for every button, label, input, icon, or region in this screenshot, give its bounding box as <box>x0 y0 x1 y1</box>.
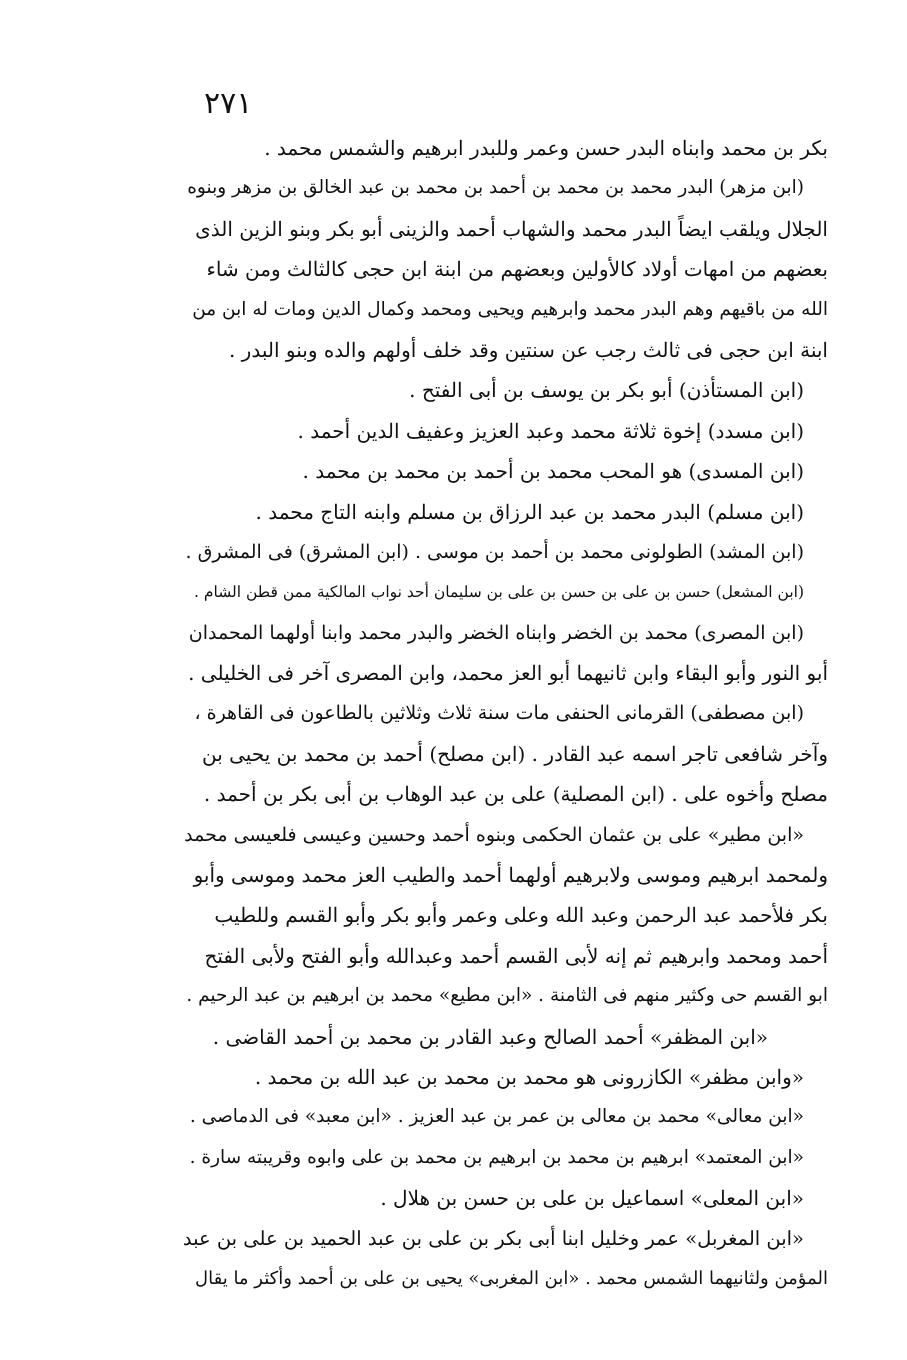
text-line: مصلح وأخوه على . (ابن المصلية) على بن عبد الوهاب بن أبى بكر بن أحمد . <box>203 782 828 807</box>
text-line: وآخر شافعى تاجر اسمه عبد القادر . (ابن مصلح) أحمد بن محمد بن يحيى بن <box>201 741 828 766</box>
text-line: بكر بن محمد وابناه البدر حسن وعمر وللبدر ابرهيم والشمس محمد . <box>264 136 828 160</box>
text-line: (ابن مزهر) البدر محمد بن محمد بن أحمد بن محمد بن عبد الخالق بن مزهر وبنوه <box>187 177 804 199</box>
text-line: (ابن المصرى) محمد بن الخضر وابناه الخضر والبدر محمد وابنا أولهما المحمدان <box>188 621 804 644</box>
text-line: «وابن مظفر» الكازرونى هو محمد بن محمد بن عبد الله بن محمد . <box>254 1064 804 1089</box>
text-line: أبو النور وأبو البقاء وابن ثانيهما أبو العز محمد، وابن المصرى آخر فى الخليلى . <box>188 661 828 686</box>
text-line: الجلال ويلقب ايضاً البدر محمد والشهاب أحمد والزينى أبو بكر وبنو الزين الذى <box>195 216 828 241</box>
text-line: «ابن معالى» محمد بن معالى بن عمر بن عبد العزيز . «ابن معبد» فى الدماصى . <box>189 1106 804 1128</box>
text-line: المؤمن ولثانيهما الشمس محمد . «ابن المغربى» يحيى بن على بن أحمد وأكثر ما يقال <box>195 1267 828 1289</box>
text-line: «ابن المعتمد» ابرهيم بن محمد بن ابرهيم بن محمد بن على وابوه وقريبته سارة . <box>189 1146 804 1168</box>
text-line: (ابن المستأذن) أبو بكر بن يوسف بن أبى الفتح . <box>409 378 804 403</box>
text-line: ابنة ابن حجى فى ثالث رجب عن سنتين وقد خلف أولهم والده وبنو البدر . <box>228 337 828 362</box>
text-line: أحمد ومحمد وابرهيم ثم إنه لأبى القسم أحمد وعبدالله وأبو الفتح ولأبى الفتح <box>204 943 828 968</box>
text-line: (ابن المشعل) حسن بن على بن حسن بن على بن سليمان أحد نواب المالكية ممن قطن الشام . <box>194 583 804 602</box>
text-line: (ابن مصطفى) القرمانى الحنفى مات سنة ثلاث وثلاثين بالطاعون فى القاهرة ، <box>194 702 804 725</box>
text-line: (ابن مسلم) البدر محمد بن عبد الرزاق بن مسلم وابنه التاج محمد . <box>255 499 804 524</box>
text-line: بكر فلأحمد عبد الرحمن وعبد الله وعلى وعمر وأبو بكر وأبو القسم وللطيب <box>214 903 828 928</box>
page-number: ٢٧١ <box>204 86 253 121</box>
text-line: بعضهم من امهات أولاد كالأولين وبعضهم من ابنة ابن حجى كالثالث ومن شاء <box>206 257 828 282</box>
body-text <box>180 128 828 1299</box>
text-line: «ابن مطير» على بن عثمان الحكمى وبنوه أحمد وحسين وعيسى فلعيسى محمد <box>184 823 804 846</box>
text-line: الله من باقيهم وهم البدر محمد وابرهيم ويحيى ومحمد وكمال الدين ومات له ابن من <box>192 298 828 320</box>
text-line: (ابن المسدى) هو المحب محمد بن أحمد بن محمد بن محمد . <box>302 459 804 484</box>
text-line: ولمحمد ابرهيم وموسى ولابرهيم أولهما أحمد والطيب العز محمد وموسى وأبو <box>193 863 828 888</box>
text-line: ابو القسم حى وكثير منهم فى الثامنة . «ابن مطيع» محمد بن ابرهيم بن عبد الرحيم . <box>186 985 828 1007</box>
text-line: «ابن المظفر» أحمد الصالح وعبد القادر بن محمد بن أحمد القاضى . <box>212 1024 768 1049</box>
text-line: «ابن المغربل» عمر وخليل ابنا أبى بكر بن على بن عبد الحميد بن على بن عبد <box>182 1226 804 1250</box>
text-line: «ابن المعلى» اسماعيل بن على بن حسن بن هلال . <box>380 1186 804 1211</box>
text-line: (ابن المشد) الطولونى محمد بن أحمد بن موسى . (ابن المشرق) فى المشرق . <box>185 540 804 563</box>
text-line: (ابن مسدد) إخوة ثلاثة محمد وعبد العزيز وعفيف الدين أحمد . <box>297 418 804 443</box>
